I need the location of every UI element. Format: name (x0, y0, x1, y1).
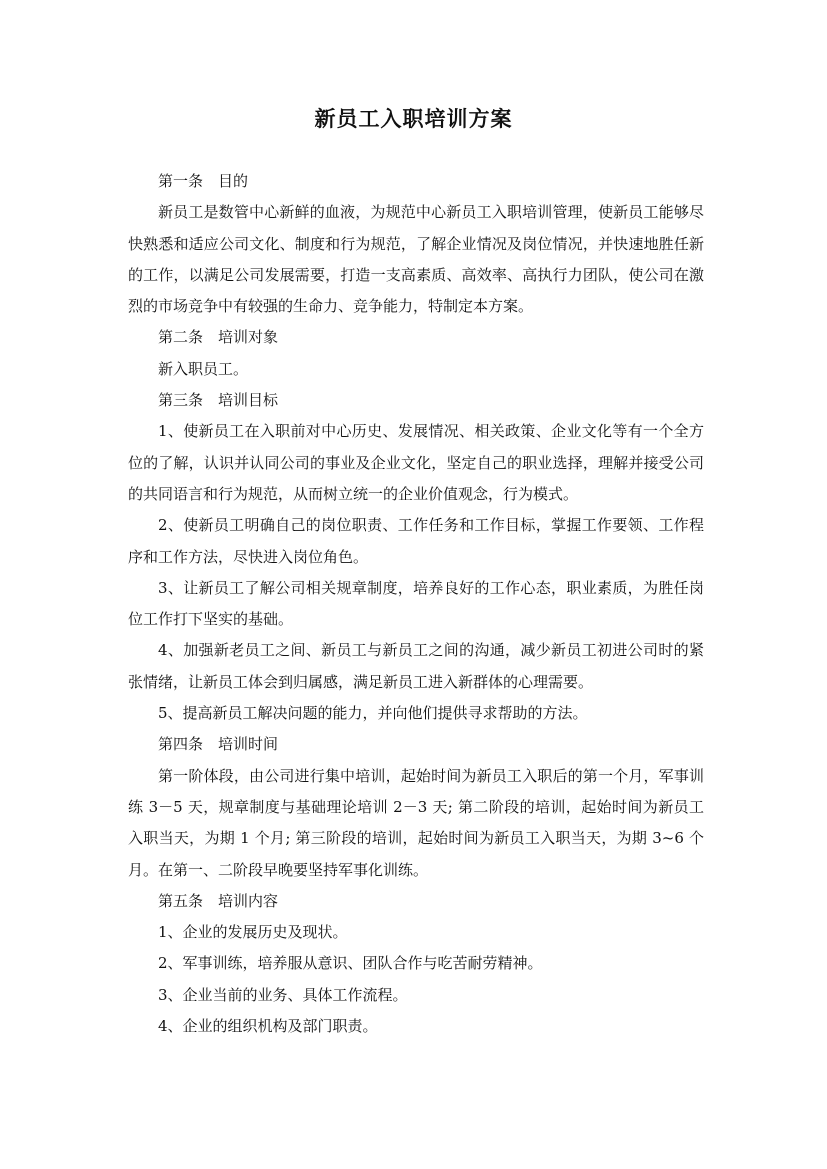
content-item-2: 2、军事训练，培养服从意识、团队合作与吃苦耐劳精神。 (158, 954, 543, 973)
paragraph-purpose: 新员工是数管中心新鲜的血液，为规范中心新员工入职培训管理，使新员工能够尽快熟悉和适应公司文化、制度和行为规范，了解企业情况及岗位情况，并快速地胜任新的工作，以满足公司发展需要，打造一支高素质、高效率、高执行力团队，使公司在激烈的市场竞争中有较强的生命力、竞争能力，特制定本方案。 (128, 203, 704, 316)
goal-item-4: 4、加强新老员工之间、新员工与新员工之间的沟通，减少新员工初进公司时的紧张情绪，让新员工体会到归属感，满足新员工进入新群体的心理需要。 (128, 641, 704, 691)
goal-item-2: 2、使新员工明确自己的岗位职责、工作任务和工作目标，掌握工作要领、工作程序和工作方法，尽快进入岗位角色。 (128, 516, 704, 566)
goal-item-5: 5、提高新员工解决问题的能力，并向他们提供寻求帮助的方法。 (158, 704, 588, 723)
goal-item-3: 3、让新员工了解公司相关规章制度，培养良好的工作心态，职业素质，为胜任岗位工作打下坚实的基础。 (128, 578, 704, 629)
paragraph-time: 第一阶体段，由公司进行集中培训，起始时间为新员工入职后的第一个月，军事训练 3－5 天，规章制度与基础理论培训 2－3 天; 第二阶段的培训，起始时间为新员工入职当天，为期 1 个月; 第三阶段的培训，起始时间为新员工入职当天，为期 3~6 个月。在第一、二阶段早晚要坚持军事化训练。 (128, 766, 704, 879)
goal-item-1: 1、使新员工在入职前对中心历史、发展情况、相关政策、企业文化等有一个全方位的了解，认识并认同公司的事业及企业文化，坚定自己的职业选择，理解并接受公司的共同语言和行为规范，从而树立统一的企业价值观念，行为模式。 (128, 422, 704, 503)
section-heading-purpose: 第一条 目的 (158, 172, 249, 190)
section-heading-goals: 第三条 培训目标 (158, 391, 279, 410)
content-item-4: 4、企业的组织机构及部门职责。 (158, 1017, 378, 1036)
document-title: 新员工入职培训方案 (314, 106, 513, 131)
content-item-1: 1、企业的发展历史及现状。 (158, 923, 348, 942)
document-body (128, 166, 704, 1042)
content-item-3: 3、企业当前的业务、具体工作流程。 (158, 985, 408, 1004)
section-heading-time: 第四条 培训时间 (158, 735, 279, 754)
section-heading-target: 第二条 培训对象 (158, 328, 279, 347)
section-heading-content: 第五条 培训内容 (158, 891, 279, 910)
paragraph-target: 新入职员工。 (158, 359, 249, 378)
